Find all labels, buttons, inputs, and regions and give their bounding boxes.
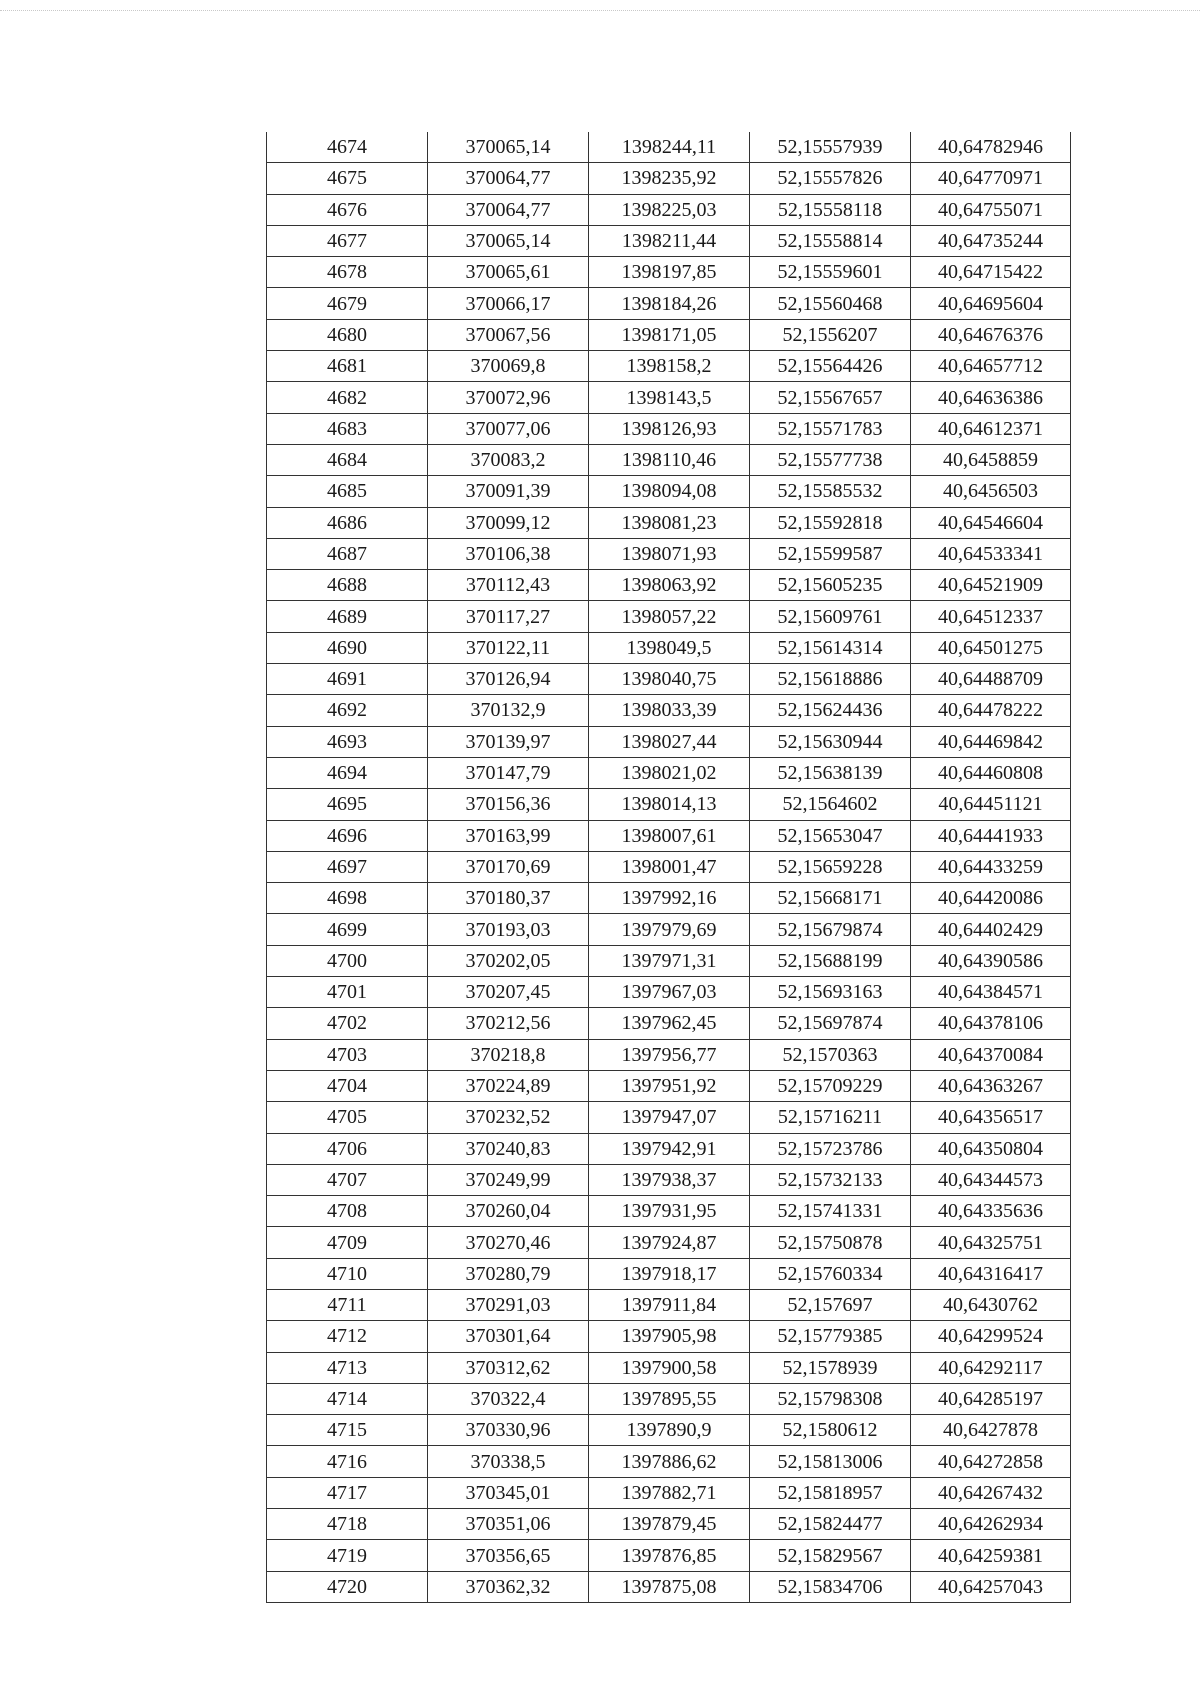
latitude-cell: 52,15723786 <box>750 1133 911 1164</box>
longitude-cell: 40,64257043 <box>911 1571 1071 1602</box>
point-number-cell: 4693 <box>267 726 428 757</box>
table-row <box>267 695 1071 726</box>
point-number-cell: 4676 <box>267 194 428 225</box>
y-coordinate-cell: 1397931,95 <box>589 1196 750 1227</box>
point-number-cell: 4699 <box>267 914 428 945</box>
x-coordinate-cell: 370117,27 <box>428 601 589 632</box>
point-number-cell: 4716 <box>267 1446 428 1477</box>
longitude-cell: 40,64262934 <box>911 1509 1071 1540</box>
point-number-cell: 4697 <box>267 851 428 882</box>
x-coordinate-cell: 370180,37 <box>428 883 589 914</box>
y-coordinate-cell: 1398197,85 <box>589 257 750 288</box>
table-row <box>267 726 1071 757</box>
latitude-cell: 52,15798308 <box>750 1383 911 1414</box>
point-number-cell: 4686 <box>267 507 428 538</box>
latitude-cell: 52,15668171 <box>750 883 911 914</box>
x-coordinate-cell: 370280,79 <box>428 1258 589 1289</box>
latitude-cell: 52,1580612 <box>750 1415 911 1446</box>
table-row <box>267 601 1071 632</box>
longitude-cell: 40,64676376 <box>911 319 1071 350</box>
table-row <box>267 507 1071 538</box>
table-row <box>267 1039 1071 1070</box>
longitude-cell: 40,64402429 <box>911 914 1071 945</box>
point-number-cell: 4701 <box>267 977 428 1008</box>
longitude-cell: 40,6427878 <box>911 1415 1071 1446</box>
point-number-cell: 4705 <box>267 1102 428 1133</box>
point-number-cell: 4677 <box>267 225 428 256</box>
x-coordinate-cell: 370156,36 <box>428 789 589 820</box>
table-row <box>267 1008 1071 1039</box>
longitude-cell: 40,64657712 <box>911 351 1071 382</box>
longitude-cell: 40,64350804 <box>911 1133 1071 1164</box>
y-coordinate-cell: 1398110,46 <box>589 444 750 475</box>
latitude-cell: 52,1578939 <box>750 1352 911 1383</box>
x-coordinate-cell: 370362,32 <box>428 1571 589 1602</box>
latitude-cell: 52,15779385 <box>750 1321 911 1352</box>
longitude-cell: 40,64420086 <box>911 883 1071 914</box>
y-coordinate-cell: 1398211,44 <box>589 225 750 256</box>
x-coordinate-cell: 370066,17 <box>428 288 589 319</box>
latitude-cell: 52,15688199 <box>750 945 911 976</box>
table-row <box>267 789 1071 820</box>
point-number-cell: 4674 <box>267 132 428 163</box>
x-coordinate-cell: 370106,38 <box>428 538 589 569</box>
point-number-cell: 4700 <box>267 945 428 976</box>
latitude-cell: 52,15659228 <box>750 851 911 882</box>
table-row <box>267 1133 1071 1164</box>
table-row <box>267 288 1071 319</box>
x-coordinate-cell: 370202,05 <box>428 945 589 976</box>
table-row <box>267 476 1071 507</box>
point-number-cell: 4720 <box>267 1571 428 1602</box>
longitude-cell: 40,64755071 <box>911 194 1071 225</box>
point-number-cell: 4695 <box>267 789 428 820</box>
longitude-cell: 40,64299524 <box>911 1321 1071 1352</box>
y-coordinate-cell: 1397967,03 <box>589 977 750 1008</box>
y-coordinate-cell: 1397947,07 <box>589 1102 750 1133</box>
table-row <box>267 1352 1071 1383</box>
table-row <box>267 1446 1071 1477</box>
longitude-cell: 40,64344573 <box>911 1164 1071 1195</box>
y-coordinate-cell: 1398158,2 <box>589 351 750 382</box>
table-row <box>267 444 1071 475</box>
point-number-cell: 4698 <box>267 883 428 914</box>
latitude-cell: 52,15760334 <box>750 1258 911 1289</box>
longitude-cell: 40,6430762 <box>911 1289 1071 1320</box>
point-number-cell: 4675 <box>267 163 428 194</box>
table-row <box>267 945 1071 976</box>
longitude-cell: 40,64325751 <box>911 1227 1071 1258</box>
latitude-cell: 52,15750878 <box>750 1227 911 1258</box>
x-coordinate-cell: 370099,12 <box>428 507 589 538</box>
table-row <box>267 1289 1071 1320</box>
longitude-cell: 40,64267432 <box>911 1477 1071 1508</box>
table-row <box>267 820 1071 851</box>
point-number-cell: 4683 <box>267 413 428 444</box>
point-number-cell: 4708 <box>267 1196 428 1227</box>
table-row <box>267 1164 1071 1195</box>
x-coordinate-cell: 370270,46 <box>428 1227 589 1258</box>
y-coordinate-cell: 1398171,05 <box>589 319 750 350</box>
point-number-cell: 4702 <box>267 1008 428 1039</box>
y-coordinate-cell: 1397879,45 <box>589 1509 750 1540</box>
y-coordinate-cell: 1398094,08 <box>589 476 750 507</box>
y-coordinate-cell: 1398235,92 <box>589 163 750 194</box>
table-row <box>267 319 1071 350</box>
y-coordinate-cell: 1398063,92 <box>589 570 750 601</box>
table-row <box>267 413 1071 444</box>
latitude-cell: 52,15818957 <box>750 1477 911 1508</box>
longitude-cell: 40,64695604 <box>911 288 1071 319</box>
table-row <box>267 194 1071 225</box>
y-coordinate-cell: 1397951,92 <box>589 1070 750 1101</box>
point-number-cell: 4713 <box>267 1352 428 1383</box>
x-coordinate-cell: 370322,4 <box>428 1383 589 1414</box>
point-number-cell: 4696 <box>267 820 428 851</box>
table-row <box>267 382 1071 413</box>
y-coordinate-cell: 1397979,69 <box>589 914 750 945</box>
table-row <box>267 132 1071 163</box>
point-number-cell: 4718 <box>267 1509 428 1540</box>
longitude-cell: 40,64272858 <box>911 1446 1071 1477</box>
point-number-cell: 4690 <box>267 632 428 663</box>
point-number-cell: 4689 <box>267 601 428 632</box>
y-coordinate-cell: 1397918,17 <box>589 1258 750 1289</box>
longitude-cell: 40,64770971 <box>911 163 1071 194</box>
latitude-cell: 52,1570363 <box>750 1039 911 1070</box>
y-coordinate-cell: 1397886,62 <box>589 1446 750 1477</box>
x-coordinate-cell: 370193,03 <box>428 914 589 945</box>
longitude-cell: 40,64636386 <box>911 382 1071 413</box>
x-coordinate-cell: 370291,03 <box>428 1289 589 1320</box>
y-coordinate-cell: 1397905,98 <box>589 1321 750 1352</box>
longitude-cell: 40,64335636 <box>911 1196 1071 1227</box>
point-number-cell: 4678 <box>267 257 428 288</box>
table-row <box>267 1102 1071 1133</box>
table-row <box>267 632 1071 663</box>
latitude-cell: 52,15630944 <box>750 726 911 757</box>
table-row <box>267 851 1071 882</box>
longitude-cell: 40,64378106 <box>911 1008 1071 1039</box>
longitude-cell: 40,64612371 <box>911 413 1071 444</box>
latitude-cell: 52,15557939 <box>750 132 911 163</box>
point-number-cell: 4709 <box>267 1227 428 1258</box>
x-coordinate-cell: 370240,83 <box>428 1133 589 1164</box>
latitude-cell: 52,1564602 <box>750 789 911 820</box>
scan-edge-line <box>0 10 1200 11</box>
y-coordinate-cell: 1397900,58 <box>589 1352 750 1383</box>
point-number-cell: 4691 <box>267 664 428 695</box>
y-coordinate-cell: 1397938,37 <box>589 1164 750 1195</box>
point-number-cell: 4682 <box>267 382 428 413</box>
latitude-cell: 52,15564426 <box>750 351 911 382</box>
point-number-cell: 4685 <box>267 476 428 507</box>
longitude-cell: 40,64521909 <box>911 570 1071 601</box>
latitude-cell: 52,15609761 <box>750 601 911 632</box>
point-number-cell: 4706 <box>267 1133 428 1164</box>
y-coordinate-cell: 1398081,23 <box>589 507 750 538</box>
latitude-cell: 52,15624436 <box>750 695 911 726</box>
longitude-cell: 40,64433259 <box>911 851 1071 882</box>
table-row <box>267 1196 1071 1227</box>
longitude-cell: 40,64441933 <box>911 820 1071 851</box>
longitude-cell: 40,64469842 <box>911 726 1071 757</box>
table-row <box>267 664 1071 695</box>
table-row <box>267 1070 1071 1101</box>
longitude-cell: 40,64735244 <box>911 225 1071 256</box>
x-coordinate-cell: 370139,97 <box>428 726 589 757</box>
x-coordinate-cell: 370064,77 <box>428 194 589 225</box>
x-coordinate-cell: 370212,56 <box>428 1008 589 1039</box>
point-number-cell: 4711 <box>267 1289 428 1320</box>
y-coordinate-cell: 1397924,87 <box>589 1227 750 1258</box>
latitude-cell: 52,15618886 <box>750 664 911 695</box>
y-coordinate-cell: 1397942,91 <box>589 1133 750 1164</box>
longitude-cell: 40,64478222 <box>911 695 1071 726</box>
x-coordinate-cell: 370072,96 <box>428 382 589 413</box>
x-coordinate-cell: 370232,52 <box>428 1102 589 1133</box>
longitude-cell: 40,64533341 <box>911 538 1071 569</box>
longitude-cell: 40,64384571 <box>911 977 1071 1008</box>
latitude-cell: 52,15558814 <box>750 225 911 256</box>
x-coordinate-cell: 370170,69 <box>428 851 589 882</box>
x-coordinate-cell: 370356,65 <box>428 1540 589 1571</box>
y-coordinate-cell: 1398071,93 <box>589 538 750 569</box>
x-coordinate-cell: 370218,8 <box>428 1039 589 1070</box>
point-number-cell: 4707 <box>267 1164 428 1195</box>
x-coordinate-cell: 370147,79 <box>428 757 589 788</box>
table-row <box>267 163 1071 194</box>
latitude-cell: 52,15577738 <box>750 444 911 475</box>
y-coordinate-cell: 1397895,55 <box>589 1383 750 1414</box>
latitude-cell: 52,157697 <box>750 1289 911 1320</box>
x-coordinate-cell: 370077,06 <box>428 413 589 444</box>
longitude-cell: 40,64363267 <box>911 1070 1071 1101</box>
point-number-cell: 4679 <box>267 288 428 319</box>
y-coordinate-cell: 1398225,03 <box>589 194 750 225</box>
latitude-cell: 52,15567657 <box>750 382 911 413</box>
point-number-cell: 4712 <box>267 1321 428 1352</box>
y-coordinate-cell: 1397992,16 <box>589 883 750 914</box>
y-coordinate-cell: 1398033,39 <box>589 695 750 726</box>
x-coordinate-cell: 370091,39 <box>428 476 589 507</box>
table-row <box>267 1258 1071 1289</box>
longitude-cell: 40,64316417 <box>911 1258 1071 1289</box>
x-coordinate-cell: 370132,9 <box>428 695 589 726</box>
table-row <box>267 1477 1071 1508</box>
y-coordinate-cell: 1397875,08 <box>589 1571 750 1602</box>
y-coordinate-cell: 1398057,22 <box>589 601 750 632</box>
longitude-cell: 40,64512337 <box>911 601 1071 632</box>
latitude-cell: 52,15824477 <box>750 1509 911 1540</box>
x-coordinate-cell: 370345,01 <box>428 1477 589 1508</box>
point-number-cell: 4681 <box>267 351 428 382</box>
x-coordinate-cell: 370260,04 <box>428 1196 589 1227</box>
x-coordinate-cell: 370067,56 <box>428 319 589 350</box>
table-row <box>267 977 1071 1008</box>
y-coordinate-cell: 1397962,45 <box>589 1008 750 1039</box>
latitude-cell: 52,15605235 <box>750 570 911 601</box>
table-row <box>267 1383 1071 1414</box>
point-number-cell: 4694 <box>267 757 428 788</box>
latitude-cell: 52,15599587 <box>750 538 911 569</box>
latitude-cell: 52,15653047 <box>750 820 911 851</box>
latitude-cell: 52,15813006 <box>750 1446 911 1477</box>
longitude-cell: 40,64370084 <box>911 1039 1071 1070</box>
latitude-cell: 52,15693163 <box>750 977 911 1008</box>
latitude-cell: 52,15614314 <box>750 632 911 663</box>
latitude-cell: 52,15585532 <box>750 476 911 507</box>
latitude-cell: 52,15559601 <box>750 257 911 288</box>
x-coordinate-cell: 370064,77 <box>428 163 589 194</box>
y-coordinate-cell: 1398021,02 <box>589 757 750 788</box>
latitude-cell: 52,15638139 <box>750 757 911 788</box>
y-coordinate-cell: 1397971,31 <box>589 945 750 976</box>
latitude-cell: 52,15557826 <box>750 163 911 194</box>
y-coordinate-cell: 1398014,13 <box>589 789 750 820</box>
longitude-cell: 40,64546604 <box>911 507 1071 538</box>
x-coordinate-cell: 370351,06 <box>428 1509 589 1540</box>
longitude-cell: 40,64460808 <box>911 757 1071 788</box>
latitude-cell: 52,15834706 <box>750 1571 911 1602</box>
latitude-cell: 52,15679874 <box>750 914 911 945</box>
longitude-cell: 40,64488709 <box>911 664 1071 695</box>
point-number-cell: 4703 <box>267 1039 428 1070</box>
latitude-cell: 52,15709229 <box>750 1070 911 1101</box>
table-row <box>267 225 1071 256</box>
point-number-cell: 4688 <box>267 570 428 601</box>
table-row <box>267 757 1071 788</box>
latitude-cell: 52,15732133 <box>750 1164 911 1195</box>
table-row <box>267 914 1071 945</box>
point-number-cell: 4717 <box>267 1477 428 1508</box>
point-number-cell: 4684 <box>267 444 428 475</box>
latitude-cell: 52,15592818 <box>750 507 911 538</box>
x-coordinate-cell: 370224,89 <box>428 1070 589 1101</box>
y-coordinate-cell: 1398049,5 <box>589 632 750 663</box>
table-row <box>267 1415 1071 1446</box>
point-number-cell: 4704 <box>267 1070 428 1101</box>
point-number-cell: 4692 <box>267 695 428 726</box>
point-number-cell: 4719 <box>267 1540 428 1571</box>
x-coordinate-cell: 370207,45 <box>428 977 589 1008</box>
longitude-cell: 40,64356517 <box>911 1102 1071 1133</box>
table-row <box>267 1321 1071 1352</box>
x-coordinate-cell: 370083,2 <box>428 444 589 475</box>
y-coordinate-cell: 1398126,93 <box>589 413 750 444</box>
table-row <box>267 257 1071 288</box>
y-coordinate-cell: 1397890,9 <box>589 1415 750 1446</box>
y-coordinate-cell: 1398244,11 <box>589 132 750 163</box>
table-row <box>267 538 1071 569</box>
latitude-cell: 52,15716211 <box>750 1102 911 1133</box>
point-number-cell: 4715 <box>267 1415 428 1446</box>
longitude-cell: 40,64782946 <box>911 132 1071 163</box>
x-coordinate-cell: 370338,5 <box>428 1446 589 1477</box>
latitude-cell: 52,15571783 <box>750 413 911 444</box>
table-row <box>267 1571 1071 1602</box>
x-coordinate-cell: 370163,99 <box>428 820 589 851</box>
coordinates-table <box>266 132 1071 1603</box>
point-number-cell: 4714 <box>267 1383 428 1414</box>
y-coordinate-cell: 1398001,47 <box>589 851 750 882</box>
y-coordinate-cell: 1397911,84 <box>589 1289 750 1320</box>
table-row <box>267 1227 1071 1258</box>
latitude-cell: 52,15829567 <box>750 1540 911 1571</box>
y-coordinate-cell: 1397882,71 <box>589 1477 750 1508</box>
y-coordinate-cell: 1398007,61 <box>589 820 750 851</box>
x-coordinate-cell: 370122,11 <box>428 632 589 663</box>
x-coordinate-cell: 370312,62 <box>428 1352 589 1383</box>
latitude-cell: 52,15697874 <box>750 1008 911 1039</box>
latitude-cell: 52,15558118 <box>750 194 911 225</box>
x-coordinate-cell: 370065,61 <box>428 257 589 288</box>
x-coordinate-cell: 370069,8 <box>428 351 589 382</box>
longitude-cell: 40,64715422 <box>911 257 1071 288</box>
y-coordinate-cell: 1398027,44 <box>589 726 750 757</box>
y-coordinate-cell: 1398143,5 <box>589 382 750 413</box>
table-row <box>267 351 1071 382</box>
longitude-cell: 40,64390586 <box>911 945 1071 976</box>
longitude-cell: 40,6456503 <box>911 476 1071 507</box>
point-number-cell: 4680 <box>267 319 428 350</box>
longitude-cell: 40,6458859 <box>911 444 1071 475</box>
point-number-cell: 4687 <box>267 538 428 569</box>
x-coordinate-cell: 370330,96 <box>428 1415 589 1446</box>
table-row <box>267 570 1071 601</box>
latitude-cell: 52,1556207 <box>750 319 911 350</box>
x-coordinate-cell: 370126,94 <box>428 664 589 695</box>
latitude-cell: 52,15560468 <box>750 288 911 319</box>
longitude-cell: 40,64292117 <box>911 1352 1071 1383</box>
x-coordinate-cell: 370249,99 <box>428 1164 589 1195</box>
longitude-cell: 40,64501275 <box>911 632 1071 663</box>
y-coordinate-cell: 1397876,85 <box>589 1540 750 1571</box>
latitude-cell: 52,15741331 <box>750 1196 911 1227</box>
y-coordinate-cell: 1397956,77 <box>589 1039 750 1070</box>
y-coordinate-cell: 1398040,75 <box>589 664 750 695</box>
x-coordinate-cell: 370112,43 <box>428 570 589 601</box>
table-row <box>267 883 1071 914</box>
longitude-cell: 40,64259381 <box>911 1540 1071 1571</box>
y-coordinate-cell: 1398184,26 <box>589 288 750 319</box>
longitude-cell: 40,64451121 <box>911 789 1071 820</box>
x-coordinate-cell: 370065,14 <box>428 132 589 163</box>
table-row <box>267 1540 1071 1571</box>
point-number-cell: 4710 <box>267 1258 428 1289</box>
x-coordinate-cell: 370065,14 <box>428 225 589 256</box>
table-row <box>267 1509 1071 1540</box>
longitude-cell: 40,64285197 <box>911 1383 1071 1414</box>
x-coordinate-cell: 370301,64 <box>428 1321 589 1352</box>
coordinates-table-body <box>267 132 1071 1602</box>
